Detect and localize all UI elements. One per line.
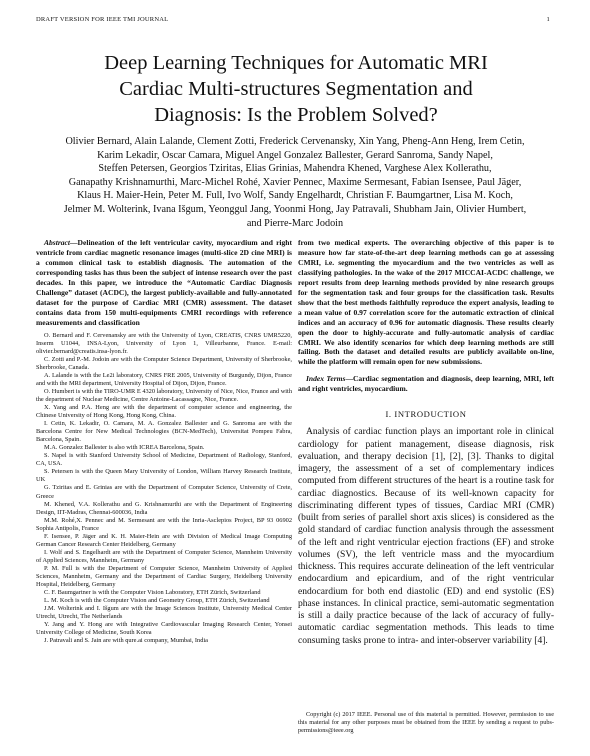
paper-title: [40, 50, 552, 128]
affiliation: M. Khened, V.A. Kollerathu and G. Krishnamurthi are with the Department of Engineering Design, IIT-Madras, Chennai-600036, India: [36, 500, 292, 516]
affiliation: A. Lalande is with the Le2i laboratory, CNRS FRE 2005, University of Burgundy, Dijon, France and with the MRI department, University Hospital of Dijon, Dijon, France.: [36, 371, 292, 387]
affiliation: Y. Jang and Y. Hong are with Integrative Cardiovascular Imaging Research Center, Yonsei University College of Medicine, South Korea: [36, 621, 292, 637]
affiliations: [36, 332, 292, 646]
affiliation: S. Petersen is with the Queen Mary University of London, William Harvey Research Institute, UK: [36, 468, 292, 484]
affiliation: C. F. Baumgartner is with the Computer Vision Laboratory, ETH Zürich, Switzerland: [44, 589, 261, 597]
index-terms: [298, 374, 554, 394]
affiliation: P. M. Full is with the Department of Computer Science, Mannheim University of Applied Sciences, Mannheim, Germany and the Department of Cardiac Surgery, Heidelberg University Hospital, Heidelberg, Germany: [36, 564, 292, 589]
affiliation: M.M. Rohé,X. Pennec and M. Sermesant are with the Inria-Asclepios Project, BP 93 06902 Sophia Antipolis, France: [36, 516, 292, 532]
affiliation: C. Zotti and P.-M. Jodoin are with the Computer Science Department, University of Sherbrooke, Sherbrooke, Canada.: [36, 355, 292, 371]
affiliation: L. M. Koch is with the Computer Vision and Geometry Group, ETH Zürich, Switzerland: [44, 597, 270, 605]
intro-paragraph: Analysis of cardiac function plays an important role in clinical cardiology for patient management, disease diagnosis, risk evaluation, and therapy decision [1], [2], [3]. Thanks to digital imagery, the assessment of a set of complementary indices computed from different structures of the heart is a routine task for cardiac diagnostics. Because of its well-known capacity for discriminating different types of tissues, Cardiac MRI (CMR) (built from series of parallel short axis slices) is considered as the gold standard of cardiac function analysis through the assessment of the left and right ventricular ejection fractions (EF) and stroke volumes (SV), the left ventricle mass and the myocardium thickness. This requires accurate delineation of the left ventricular endocardium and epicardium, and of the right ventricular endocardium for both end diastolic (ED) and end systolic (ES) phase instances. In clinical practice, semi-automatic segmentation is still a daily practice because of the lack of accuracy of fully-automatic cardiac segmentation methods. This leads to time consuming tasks prone to intra- and inter-observer variability [4].: [298, 426, 554, 646]
affiliation: O. Bernard and F. Cervenansky are with the University of Lyon, CREATIS, CNRS UMR5220, Inserm U1044, INSA-Lyon, University of Lyon 1, Villeurbanne, France. E-mail: olivier.bernard@creatis.insa-lyon.fr.: [36, 331, 292, 355]
affiliation: J.M. Wolterink and I. Išgum are with the Image Sciences Institute, University Medical Center Utrecht, Utrecht, The Netherlands: [36, 605, 292, 621]
affiliation: F. Isensee, P. Jäger and K. H. Maier-Hein are with Division of Medical Image Computing German Cancer Research Center Heidelberg, Germany: [36, 532, 292, 548]
affiliation: I. Cetin, K. Lekadir, O. Camara, M. A. Gonzalez Ballester and G. Sanroma are with the Barcelona Centre for New Medical Technologies (BCN-MedTech), Universitat Pompeu Fabra, Barcelona, Spain.: [36, 420, 292, 444]
abstract-part-1: [36, 238, 292, 328]
author-line: Karim Lekadir, Oscar Camara, Miguel Angel Gonzalez Ballester, Gerard Sanroma, Sandy Napel,: [97, 149, 493, 161]
copyright-notice: Copyright (c) 2017 IEEE. Personal use of this material is permitted. However, permission to use this material for any other purposes must be obtained from the IEEE by sending a request to pubs-permissions@ieee.org: [298, 711, 554, 734]
affiliation: G. Tziritas and E. Grinias are with the Department of Computer Science, University of Crete, Greece: [36, 484, 292, 500]
author-line: and Pierre-Marc Jodoin: [246, 217, 344, 229]
right-column: [298, 238, 554, 647]
affiliation: O. Humbert is with the TIRO-UMR E 4320 laboratory, University of Nice, Nice, France and with the department of Nuclear Medicine, Centre Antoine-Lacassagne, Nice, France.: [36, 387, 292, 403]
author-line: Klaus H. Maier-Hein, Peter M. Full, Ivo Wolf, Sandy Engelhardt, Christian F. Baumgartner, Lisa M. Koch,: [77, 190, 513, 202]
affiliation: J. Patravali and S. Jain are with qure.ai company, Mumbai, India: [44, 637, 208, 645]
title-line: Cardiac Multi-structures Segmentation and: [119, 78, 473, 100]
title-line: Deep Learning Techniques for Automatic MRI: [104, 52, 488, 74]
page-number: 1: [546, 16, 550, 23]
index-terms-label: Index Terms: [306, 374, 346, 384]
section-heading: I. INTRODUCTION: [385, 409, 467, 420]
author-line: Jelmer M. Wolterink, Ivana Išgum, Yeonggul Jang, Yoonmi Hong, Jay Patravali, Shubham Jain, Olivier Humbert,: [63, 203, 527, 215]
author-line: Ganapathy Krishnamurthi, Marc-Michel Rohé, Xavier Pennec, Maxime Sermesant, Fabian Isensee, Paul Jäger,: [68, 176, 522, 188]
affiliation: M.A. Gonzalez Ballester is also with ICREA Barcelona, Spain.: [44, 444, 205, 452]
index-terms-text: —Cardiac segmentation and diagnosis, deep learning, MRI, left and right ventricles, myocardium.: [298, 374, 554, 394]
abstract-text: —Delineation of the left ventricular cavity, myocardium and right ventricle from cardiac magnetic resonance images (multi-slice 2D cine MRI) is a common clinical task to establish diagnosis. The automation of the corresponding tasks has thus been the subject of intense research over the past decades. In this paper, we introduce the “Automatic Cardiac Diagnosis Challenge” dataset (ACDC), the largest publicly-available and fully-annotated dataset for the purpose of Cardiac MRI (CMR) assessment. The dataset contains data from 150 multi-equipments CMRI recordings with reference measurements and classification: [36, 238, 292, 327]
affiliation: X. Yang and P.A. Heng are with the department of computer science and engineering, the Chinese University of Hong Kong, Hong Kong, China.: [36, 404, 292, 420]
author-list: [36, 135, 554, 230]
author-line: Steffen Petersen, Georgios Tziritas, Elias Grinias, Mahendra Khened, Varghese Alex Kollerathu,: [98, 163, 492, 175]
left-column: [36, 238, 292, 645]
author-line: Olivier Bernard, Alain Lalande, Clement Zotti, Frederick Cervenansky, Xin Yang, Pheng-Ann Heng, Irem Cetin,: [65, 136, 525, 147]
affiliation: I. Wolf and S. Engelhardt are with the Department of Computer Science, Mannheim University of Applied Sciences, Mannheim, Germany: [36, 548, 292, 564]
abstract-label: Abstract: [44, 238, 70, 247]
abstract-part-2: from two medical experts. The overarching objective of this paper is to measure how far state-of-the-art deep learning methods can go at assessing CMRI, i.e. segmenting the myocardium and the two ventricles as well as classifying pathologies. In the wake of the 2017 MICCAI-ACDC challenge, we report results from deep learning methods provided by nine research groups for the segmentation task and four groups for the classification task. Results show that the best methods faithfully reproduce the expert analysis, leading to a mean value of 0.97 correlation score for the automatic extraction of clinical indices and an accuracy of 0.96 for automatic diagnosis. These results clearly open the door to highly-accurate and fully-automatic analysis of cardiac CMRI. We also identify scenarios for which deep learning methods are still failing. Both the dataset and detailed results are publicly available on-line, while the platform will remain open for new submissions.: [298, 238, 554, 367]
running-header: [36, 16, 550, 26]
title-line: Diagnosis: Is the Problem Solved?: [154, 104, 438, 126]
journal-header: DRAFT VERSION FOR IEEE TMI JOURNAL: [36, 16, 169, 23]
affiliation: S. Napel is with Stanford University School of Medicine, Department of Radiology, Stanford, CA, USA.: [36, 452, 292, 468]
